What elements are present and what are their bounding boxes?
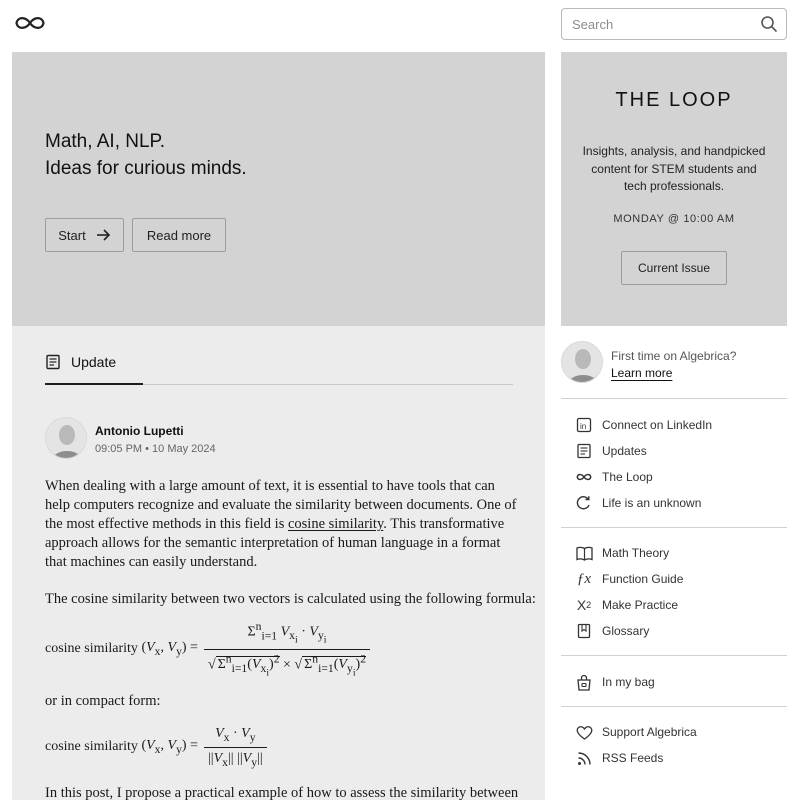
- cosine-formula-full: cosine similarity ($V_x$, $V_y$) = $\frac{\Sigma^n_{i=1} V_{x_i} \cdot V_{y_i}}{√ \Sigma^n_{i=1}(V_{x_i})^2 \times √ \Sigma^n_{i=1}(V_{y_i})^2}$: [45, 620, 370, 679]
- updates-icon: [575, 442, 593, 460]
- current-issue-button[interactable]: Current Issue: [621, 251, 727, 285]
- sidebar-divider: [561, 398, 787, 399]
- sidebar-item-updates[interactable]: Updates: [575, 442, 647, 460]
- sidebar-item-rss-feeds[interactable]: RSS Feeds: [575, 749, 663, 767]
- article-paragraph-1: When dealing with a large amount of text, it is essential to have tools that can help computers recognize and evaluate the similarity between documents. One of the most effective methods in this field is cosine similarity. This transformative approach allows for the semantic interpretation of human language in a format that machines can easily understand.: [45, 478, 517, 570]
- formula-label-compact: cosine similarity: [45, 739, 138, 755]
- search-icon[interactable]: [760, 15, 778, 33]
- read-more-button[interactable]: Read more: [132, 218, 226, 252]
- post-timestamp: 09:05 PM • 10 May 2024: [95, 443, 216, 455]
- sidebar-divider: [561, 527, 787, 528]
- tab-active-indicator: [45, 383, 143, 385]
- hero-tagline: [45, 128, 247, 182]
- search-box[interactable]: [561, 8, 787, 40]
- sidebar-item-math-theory[interactable]: Math Theory: [575, 544, 669, 562]
- sidebar-item-make-practice[interactable]: X 2 Make Practice: [576, 597, 679, 613]
- newsletter-brand: THE LOOP: [615, 89, 733, 111]
- infinity-logo-icon[interactable]: [12, 11, 48, 35]
- sidebar-avatar: [561, 341, 603, 383]
- cosine-similarity-link[interactable]: cosine similarity: [287, 516, 384, 532]
- newsletter-description: Insights, analysis, and handpicked content for STEM students and tech professionals.: [582, 144, 766, 193]
- first-time-text: First time on Algebrica?: [611, 349, 737, 363]
- newsletter-card: [561, 52, 787, 326]
- sidebar-item-glossary[interactable]: Glossary: [575, 622, 649, 640]
- hero-line-1: Math, AI, NLP.: [45, 131, 166, 152]
- search-input[interactable]: [572, 14, 752, 34]
- updates-icon: [45, 354, 61, 370]
- tab-update[interactable]: [45, 354, 116, 370]
- sidebar-divider: [561, 655, 787, 656]
- heart-icon: [575, 723, 593, 741]
- rss-icon: [575, 749, 593, 767]
- infinity-icon: [575, 468, 593, 486]
- bookmark-book-icon: [575, 622, 593, 640]
- author-name[interactable]: Antonio Lupetti: [95, 424, 184, 438]
- article-paragraph-2: The cosine similarity between two vectors is calculated using the following formula:: [45, 591, 536, 607]
- article-paragraph-4: In this post, I propose a practical example of how to assess the similarity between: [45, 785, 519, 800]
- article-paragraph-3: or in compact form:: [45, 693, 161, 709]
- start-button[interactable]: [45, 218, 124, 252]
- article-area: [12, 326, 545, 800]
- cosine-formula-compact: cosine similarity ($V_x$, $V_y$) = $\frac{V_x \cdot V_y}{||V_x|| ||V_y||}$: [45, 726, 267, 769]
- hero-banner: [12, 52, 545, 326]
- bag-icon: [575, 673, 593, 691]
- start-label: Start: [58, 227, 86, 243]
- sidebar-item-life-is-an-unknown[interactable]: Life is an unknown: [575, 494, 701, 512]
- sidebar-item-the-loop[interactable]: The Loop: [575, 468, 653, 486]
- arrow-right-icon: [96, 229, 111, 241]
- linkedin-icon: [575, 416, 593, 434]
- refresh-icon: [575, 494, 593, 512]
- x-squared-icon: X 2: [576, 597, 592, 613]
- author-avatar[interactable]: [45, 417, 87, 459]
- sidebar-divider: [561, 706, 787, 707]
- formula-label: cosine similarity: [45, 641, 138, 657]
- book-icon: [575, 544, 593, 562]
- sidebar-item-linkedin[interactable]: in Connect on LinkedIn: [575, 416, 712, 434]
- newsletter-schedule: MONDAY @ 10:00 AM: [613, 213, 735, 225]
- svg-text:in: in: [580, 422, 587, 431]
- tab-update-label: Update: [71, 354, 117, 370]
- function-icon: ƒx: [576, 570, 592, 587]
- sidebar-item-in-my-bag[interactable]: In my bag: [575, 673, 655, 691]
- sidebar-item-support-algebrica[interactable]: Support Algebrica: [575, 723, 697, 741]
- hero-line-2: Ideas for curious minds.: [45, 158, 247, 179]
- learn-more-link[interactable]: Learn more: [611, 366, 673, 380]
- sidebar-item-function-guide[interactable]: ƒx Function Guide: [576, 570, 684, 587]
